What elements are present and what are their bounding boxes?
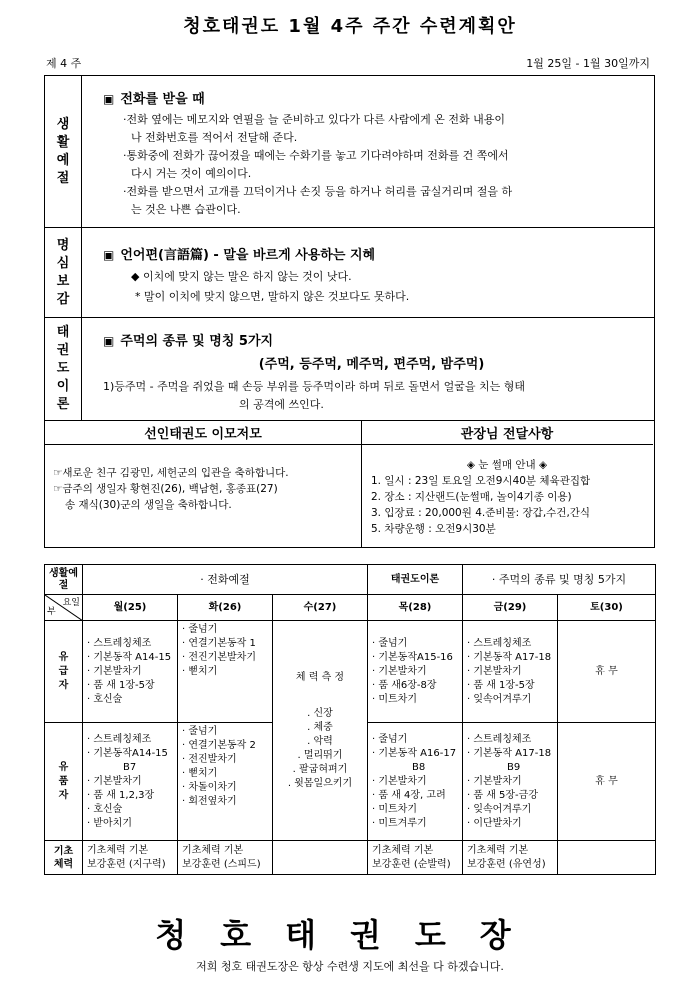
section-wisdom (45, 228, 654, 318)
schedule-cell: · 스트레칭체조 · 기본동작 A17-18 · 기본발차기 · 품 새 1장-5장 · 잊속어겨루기 (463, 621, 558, 723)
news-text: ☞새로운 친구 김광민, 세헌군의 입관을 축하합니다. ☞금주의 생일자 황현진(26), 백남현, 홍종표(27) 송 재식(30)군의 생일을 축하합니다. (53, 467, 289, 511)
summary-value: · 주먹의 종류 및 명칭 5가지 (463, 565, 656, 595)
week-label: 제 4 주 (46, 57, 82, 70)
summary-label: 생활예절 (45, 565, 83, 595)
section-heading: 언어편(言語篇) - 말을 바르게 사용하는 지혜 (120, 248, 376, 263)
square-bullet-icon: ▣ (103, 334, 115, 348)
section-text: 1)등주먹 - 주먹을 쥐었을 때 손등 부위를 등주먹이라 하며 뒤로 돌면서 얼굴을 치는 형태 의 공격에 쓰인다. (103, 380, 525, 411)
page-title: 청호태권도 1월 4주 주간 수련계획안 (183, 16, 517, 37)
row-label: 유 급 자 (45, 621, 83, 723)
section-text: ·전화 옆에는 메모지와 연필을 늘 준비하고 있다가 다른 사람에게 온 전화 내용이 나 전화번호를 적어서 전달해 준다. ·통화중에 전화가 끊어졌을 때에는 수화기를 놓고 기다려야하며 전화를 건 쪽에서 다시 거는 것이 예의이다. ·전화를 받으면서 고개를 끄덕이거나 손짓 등을 하거나 허리를 굽실거리며 절을 하 는 것은 나쁜 습관이다. (123, 113, 513, 216)
section-label: 태 권 도 이 론 (45, 318, 82, 420)
news-panel (45, 421, 362, 547)
section-heading: 전화를 받을 때 (120, 92, 205, 107)
day-header: 수(27) (273, 595, 368, 621)
footer-text: 저희 청호 태권도장은 항상 수련생 지도에 최선을 다 하겠습니다. (196, 960, 504, 973)
schedule-cell: · 줄넘기 · 연결기본동작 2 · 전진발차기 · 뻗치기 · 차돌이차기 · 회전옆차기 (178, 723, 273, 841)
row-label: 유 품 자 (45, 723, 83, 841)
date-range: 1월 25일 - 1월 30일까지 (526, 57, 650, 70)
schedule-cell: · 줄넘기 · 연결기본동작 1 · 전진기본발차기 · 뻗치기 (178, 621, 273, 723)
schedule-cell (558, 841, 656, 875)
wednesday-fitness-test: 체 력 측 정 . 신장 . 체중 . 악력 . 멀리뛰기 . 팔굽혀펴기 . 윗몸일으키기 (273, 621, 368, 841)
square-bullet-icon: ▣ (103, 248, 115, 262)
day-header: 월(25) (83, 595, 178, 621)
notice-title: 관장님 전달사항 (361, 421, 653, 445)
footer-title: 청호태권도장 (155, 916, 545, 954)
section-heading: 주먹의 종류 및 명칭 5가지 (120, 334, 274, 349)
day-header: 목(28) (368, 595, 463, 621)
schedule-cell: · 스트레칭체조 · 기본동작A14-15 B7 · 기본발차기 · 품 새 1,2,3장 · 호신술 · 받아치기 (83, 723, 178, 841)
schedule-cell: 기초체력 기본 보강훈련 (스피드) (178, 841, 273, 875)
notice-text: 1. 일시 : 23일 토요일 오전9시40분 체육관집합 2. 장소 : 지산랜드(눈썰매, 놀이4기종 이용) 3. 입장료 : 20,000원 4.준비물: 장갑,수건,간식 5. 차량운행 : 오전9시30분 (371, 475, 591, 535)
schedule-cell: · 스트레칭체조 · 기본동작 A14-15 · 기본발차기 · 품 새 1장-5장 · 호신술 (83, 621, 178, 723)
section-etiquette (45, 76, 654, 228)
section-theory (45, 318, 654, 421)
day-header: 토(30) (558, 595, 656, 621)
schedule-cell: 휴 무 (558, 621, 656, 723)
schedule-cell (273, 841, 368, 875)
summary-value: · 전화예절 (83, 565, 368, 595)
info-box (44, 75, 655, 548)
square-bullet-icon: ▣ (103, 92, 115, 106)
schedule-cell: 기초체력 기본 보강훈련 (유연성) (463, 841, 558, 875)
schedule-row-junior (45, 621, 656, 723)
schedule-cell: · 스트레칭체조 · 기본동작 A17-18 B9 · 기본발차기 · 품 새 5장-금강 · 잊속어겨루기 · 이단발차기 (463, 723, 558, 841)
schedule-cell: · 줄넘기 · 기본동작A15-16 · 기본발차기 · 품 새6장-8장 · 미트차기 (368, 621, 463, 723)
section-label: 생 활 예 절 (45, 76, 82, 227)
schedule-cell: 기초체력 기본 보강훈련 (순발력) (368, 841, 463, 875)
day-header: 금(29) (463, 595, 558, 621)
section-label: 명 심 보 감 (45, 228, 82, 317)
day-header: 화(26) (178, 595, 273, 621)
corner-cell: 요일 부 (45, 595, 83, 621)
day-header-row (45, 595, 656, 621)
row-label: 기초 체력 (45, 841, 83, 875)
section-subheading: (주먹, 등주먹, 메주먹, 편주먹, 밤주먹) (258, 357, 485, 372)
schedule-row-fitness (45, 841, 656, 875)
schedule-cell: 기초체력 기본 보강훈련 (지구력) (83, 841, 178, 875)
summary-label: 태권도이론 (368, 565, 463, 595)
news-title: 선인태권도 이모저모 (45, 421, 361, 445)
schedule-cell: · 줄넘기 · 기본동작 A16-17 B8 · 기본발차기 · 품 새 4장, 고려 · 미트차기 · 미트겨루기 (368, 723, 463, 841)
schedule-cell: 휴 무 (558, 723, 656, 841)
section-text: ◆ 이치에 맞지 않는 말은 하지 않는 것이 낫다. * 말이 이치에 맞지 않으면, 말하지 않은 것보다도 못하다. (131, 270, 410, 303)
notice-panel (361, 421, 653, 547)
weekly-schedule-table (44, 564, 656, 875)
summary-row (45, 565, 656, 595)
notice-subtitle: ◈ 눈 썰매 안내 ◈ (466, 459, 548, 471)
